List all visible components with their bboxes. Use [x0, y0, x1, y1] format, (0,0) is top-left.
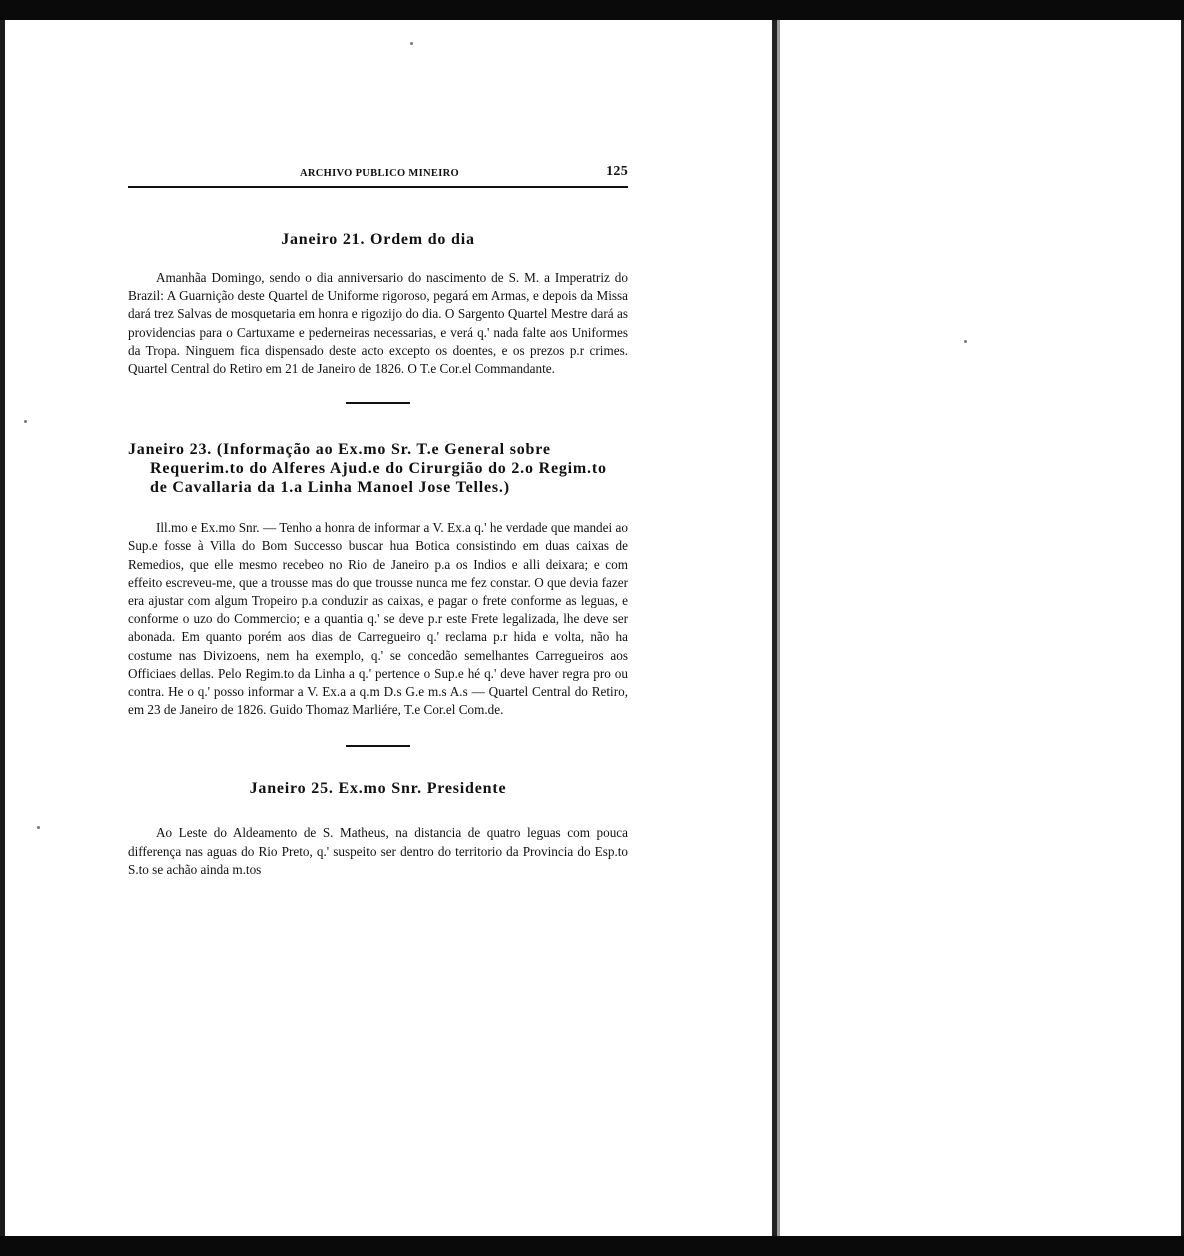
section-separator — [346, 402, 410, 404]
book-spine-shadow — [777, 20, 780, 1236]
scan-bottom-border — [0, 1236, 1184, 1256]
section-heading-janeiro-21: Janeiro 21. Ordem do dia — [281, 231, 475, 248]
scan-top-border — [0, 0, 1184, 20]
scan-speck — [964, 340, 967, 343]
running-head-title: ARCHIVO PUBLICO MINEIRO — [300, 168, 459, 179]
page-number: 125 — [606, 164, 628, 179]
header-rule — [128, 186, 628, 188]
section-heading-janeiro-25: Janeiro 25. Ex.mo Snr. Presidente — [249, 780, 507, 798]
book-page — [128, 160, 628, 879]
section-separator — [346, 745, 410, 747]
section-heading-janeiro-23: Janeiro 23. (Informação ao Ex.mo Sr. T.e General sobre Requerim.to do Alferes Ajud.e do Cirurgião do 2.o Regim.to de Cavallaria da 1.a Linha Manoel Jose Telles.) — [128, 441, 607, 497]
section-body-janeiro-23: Ill.mo e Ex.mo Snr. — Tenho a honra de informar a V. Ex.a q.' he verdade que mandei ao Sup.e fosse à Villa do Bom Successo buscar hua Botica consistindo em duas caixas de Remedios, que elle mesmo recebeo no Rio de Janeiro p.a os Indios e alli deixara; e com effeito escreveu-me, que a trousse mas do que trousse nunca me fez constar. O que devia fazer era ajustar com algum Tropeiro p.a conduzir as caixas, e pagar o frete conforme as leguas, e conforme o uzo do Commercio; e a quantia q.' se deve p.r este Frete legalizada, lhe deve ser abonada. Em quanto porém aos dias de Carregueiro q.' reclama p.r hida e volta, não ha costume nas Divizoens, nem ha exemplo, q.' se concedão semelhantes Carregueiros aos Officiaes dellas. Pelo Regim.to da Linha a q.' pertence o Sup.e hé q.' deve haver regra pro ou contra. He o q.' posso informar a V. Ex.a a q.m D.s G.e m.s A.s — Quartel Central do Retiro, em 23 de Janeiro de 1826. Guido Thomaz Marliére, T.e Cor.el Com.de. — [128, 520, 628, 718]
scan-speck — [37, 826, 40, 829]
running-head — [128, 160, 628, 184]
section-body-janeiro-25: Ao Leste do Aldeamento de S. Matheus, na distancia de quatro leguas com pouca differença nas aguas do Rio Preto, q.' suspeito ser dentro do territorio da Provincia do Esp.to S.to se achão ainda m.tos — [128, 825, 628, 877]
scan-speck — [410, 42, 413, 45]
scan-speck — [24, 420, 27, 423]
section-body-janeiro-21: Amanhãa Domingo, sendo o dia anniversario do nascimento de S. M. a Imperatriz do Brazil: A Guarnição deste Quartel de Uniforme rigoroso, pegará em Armas, e depois da Missa dará trez Salvas de mosquetaria em honra e rigozijo do dia. O Sargento Quartel Mestre dará as providencias para o Cartuxame e pederneiras necessarias, e verá q.' nada falte aos Uniformes da Tropa. Ninguem fica dispensado deste acto excepto os doentes, e os prezos p.r crimes. Quartel Central do Retiro em 21 de Janeiro de 1826. O T.e Cor.el Commandante. — [128, 270, 628, 377]
scan-left-edge — [0, 20, 5, 1236]
